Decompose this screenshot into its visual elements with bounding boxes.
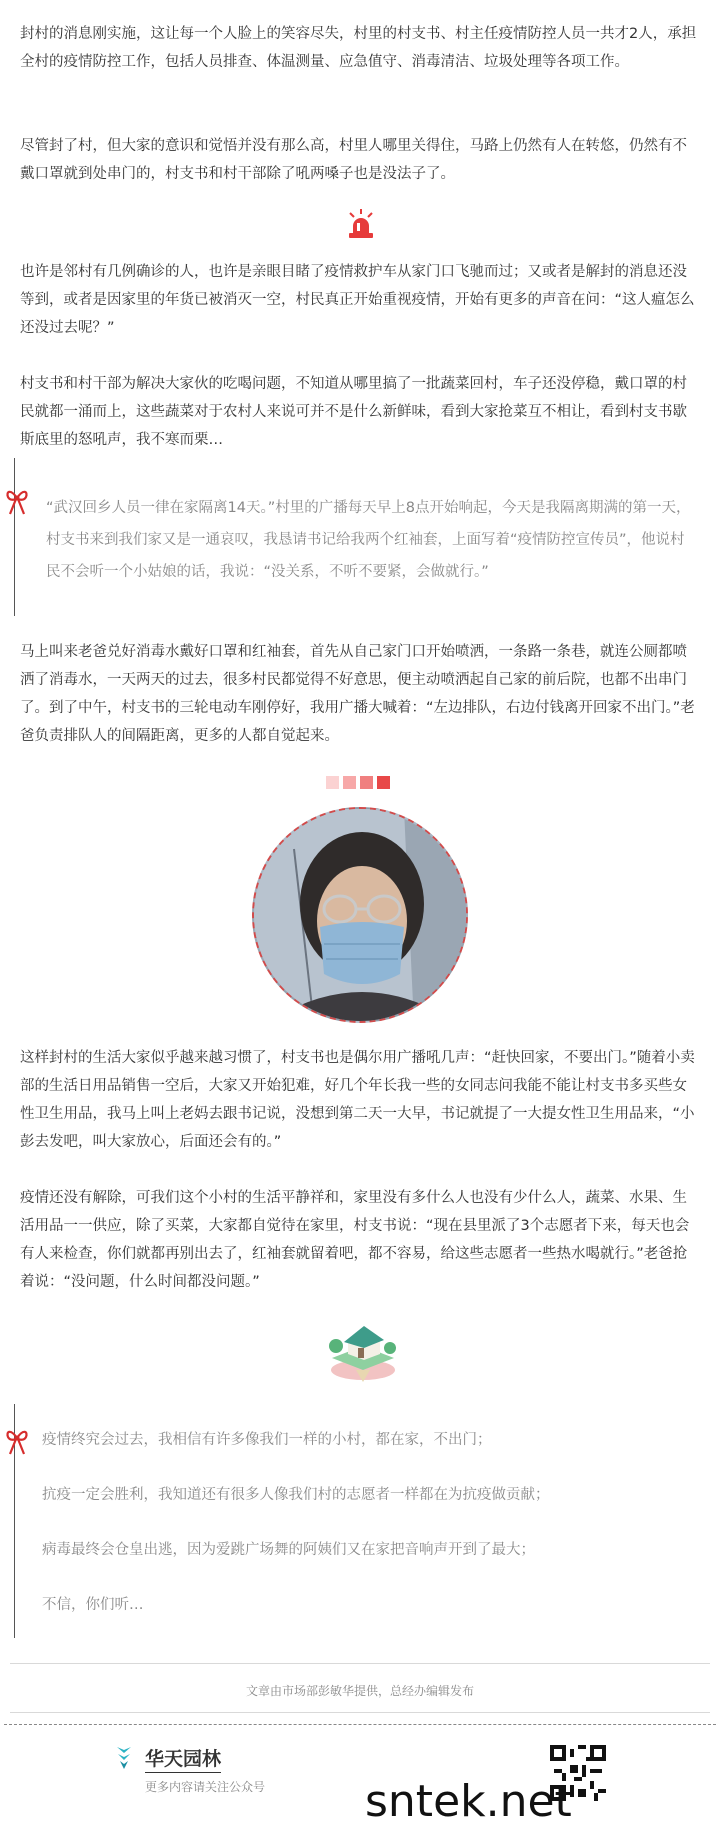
paragraph-6: 这样封村的生活大家似乎越来越习惯了，村支书也是偶尔用广播吼几声：“赶快回家，不要出门。”随着小卖部的生活日用品销售一空后，大家又开始犯难，好几个年长我一些的女同志问我能不能让村支书多买些女性卫生用品，我马上叫上老妈去跟书记说，没想到第二天一大早，书记就提了一大提女性卫生用品来，“小彭去发吧，叫大家放心，后面还会有的。” bbox=[20, 1050, 695, 1150]
quote-1-text: “武汉回乡人员一律在家隔离14天。”村里的广播每天早上8点开始响起，今天是我隔离期满的第一天，村支书来到我们家又是一通哀叹，我恳请书记给我两个红袖套，上面写着“疫情防控宣传员”，他说村民不会听一个小姑娘的话，我说：“没关系，不听不要紧，会做就行。” bbox=[46, 500, 691, 580]
quote-2-line-3: 病毒最终会仓皇出逃，因为爱跳广场舞的阿姨们又在家把音响声开到了最大； bbox=[42, 1542, 535, 1558]
house-illustration bbox=[318, 1318, 408, 1388]
quote-2-line-1: 疫情终究会过去，我相信有许多像我们一样的小村，都在家，不出门； bbox=[42, 1432, 492, 1448]
article-credit: 文章由市场部彭敏华提供，总经办编辑发布 bbox=[245, 1684, 474, 1698]
paragraph-2: 尽管封了村，但大家的意识和觉悟并没有那么高，村里人哪里关得住，马路上仍然有人在转悠，仍然有不戴口罩就到处串门的，村支书和村干部除了吼两嗓子也是没法子了。 bbox=[20, 138, 687, 182]
paragraph-1: 封村的消息刚实施，这让每一个人脸上的笑容尽失，村里的村支书、村主任疫情防控人员一共才2人，承担全村的疫情防控工作，包括人员排查、体温测量、应急值守、消毒清洁、垃圾处理等各项工作。 bbox=[20, 26, 697, 70]
watermark: sntek.net bbox=[365, 1776, 572, 1827]
quote-2-line-2: 抗疫一定会胜利，我知道还有很多人像我们村的志愿者一样都在为抗疫做贡献； bbox=[42, 1487, 550, 1503]
logo-icon bbox=[115, 1745, 133, 1771]
ribbon-icon bbox=[4, 486, 32, 516]
paragraph-3: 也许是邻村有几例确诊的人，也许是亲眼目睹了疫情救护车从家门口飞驰而过；又或者是解封的消息还没等到，或者是因家里的年货已被消灭一空，村民真正开始重视疫情，开始有更多的声音在问：“这人瘟怎么还没过去呢？” bbox=[20, 264, 695, 336]
quote-2-line-4: 不信，你们听… bbox=[42, 1597, 144, 1613]
siren-icon bbox=[346, 208, 376, 240]
dashed-separator bbox=[4, 1724, 716, 1725]
portrait-photo bbox=[252, 807, 468, 1023]
paragraph-4: 村支书和村干部为解决大家伙的吃喝问题，不知道从哪里搞了一批蔬菜回村，车子还没停稳，戴口罩的村民就都一涌而上，这些蔬菜对于农村人来说可并不是什么新鲜味，看到大家抢菜互不相让，看到村支书歇斯底里的怒吼声，我不寒而栗… bbox=[20, 376, 687, 448]
decorative-squares bbox=[326, 774, 394, 793]
paragraph-5: 马上叫来老爸兑好消毒水戴好口罩和红袖套，首先从自己家门口开始喷洒，一条路一条巷，就连公厕都喷洒了消毒水，一天两天的过去，很多村民都觉得不好意思，便主动喷洒起自己家的前后院，也都不出串门了。到了中午，村支书的三轮电动车刚停好，我用广播大喊着：“左边排队，右边付钱离开回家不出门。”老爸负责排队人的间隔距离，更多的人都自觉起来。 bbox=[20, 644, 695, 744]
brand-subtitle: 更多内容请关注公众号 bbox=[145, 1780, 266, 1794]
footer-divider-2 bbox=[10, 1712, 710, 1713]
paragraph-7: 疫情还没有解除，可我们这个小村的生活平静祥和，家里没有多什么人也没有少什么人，蔬菜、水果、生活用品一一供应，除了买菜，大家都自觉待在家里，村支书说：“现在县里派了3个志愿者下来，每天也会有人来检查，你们就都再别出去了，红袖套就留着吧，都不容易，给这些志愿者一些热水喝就行。”老爸抢着说：“没问题，什么时间都没问题。” bbox=[20, 1190, 690, 1290]
brand-name: 华天园林 bbox=[145, 1744, 221, 1773]
footer-divider bbox=[10, 1663, 710, 1664]
ribbon-icon bbox=[4, 1426, 32, 1456]
